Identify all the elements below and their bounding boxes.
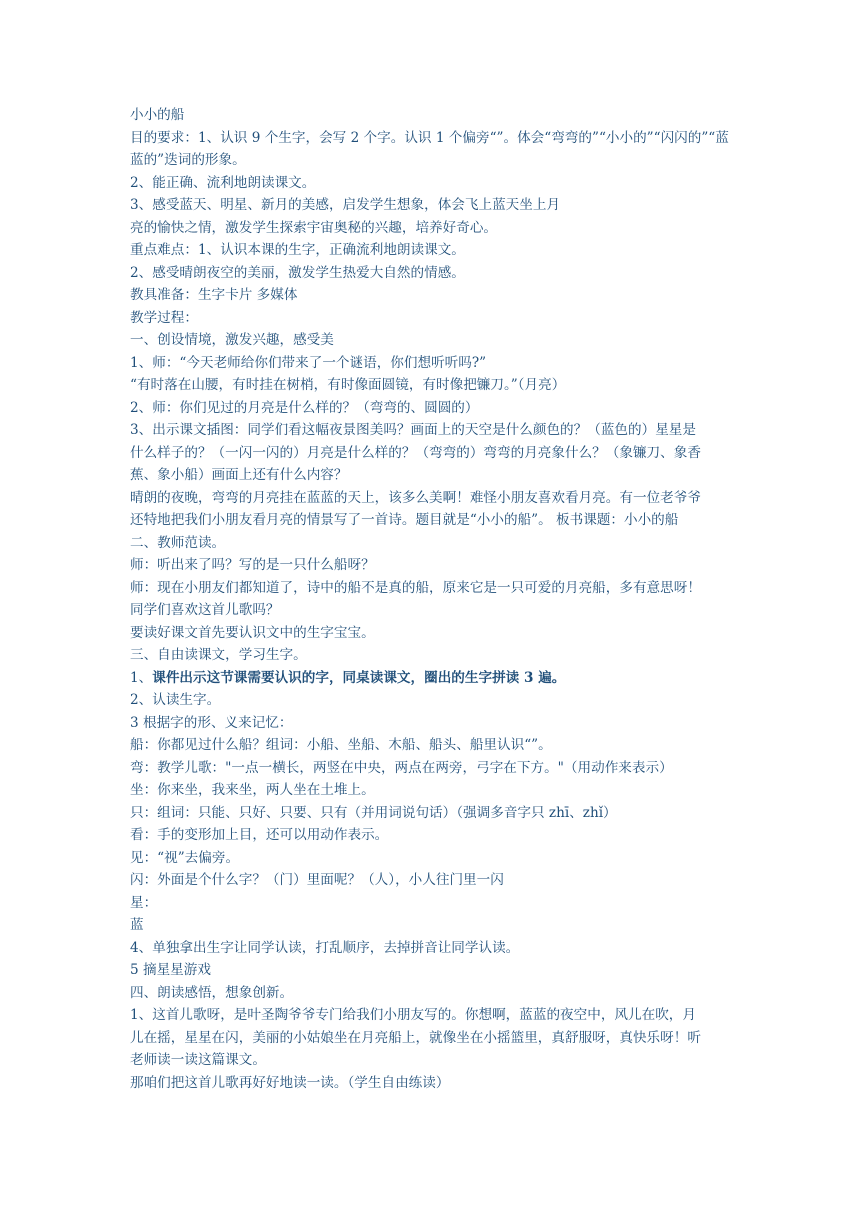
section-heading: 四、朗读感悟，想象创新。 xyxy=(130,984,294,1001)
text-line: 只：组词：只能、只好、只要、只有（并用词说句话）（强调多音字只 zhī、zhǐ） xyxy=(130,804,617,821)
text-line: 1、师：“今天老师给你们带来了一个谜语，你们想听听吗?” xyxy=(130,354,487,371)
text-line: 亮的愉快之情，激发学生探索宇宙奥秘的兴趣，培养好奇心。 xyxy=(130,219,498,236)
lesson-plan-text xyxy=(130,104,732,1094)
courseware-prefix: 1、 xyxy=(130,669,153,686)
text-line: 蕉、象小船）画面上还有什么内容？ xyxy=(130,467,348,483)
text-line: 4、单独拿出生字让同学认读，打乱顺序，去掉拼音让同学认读。 xyxy=(130,939,520,956)
text-line: 3、感受蓝天、明星、新月的美感，启发学生想象，体会飞上蓝天坐上月 xyxy=(130,197,561,213)
text-line: 2、能正确、流利地朗读课文。 xyxy=(130,174,316,191)
text-line: 弯：教学儿歌："一点一横长，两竖在中央，两点在两旁，弓字在下方。"（用动作来表示） xyxy=(130,759,673,776)
text-line: 师：听出来了吗？写的是一只什么船呀？ xyxy=(130,557,375,573)
text-line: 教具准备：生字卡片 多媒体 xyxy=(130,287,298,303)
text-line: “有时落在山腰，有时挂在树梢，有时像面圆镜，有时像把镰刀。”（月亮） xyxy=(130,377,566,393)
section-heading: 二、教师范读。 xyxy=(130,534,226,551)
text-line: 晴朗的夜晚，弯弯的月亮挂在蓝蓝的天上，该多么美啊！难怪小朋友喜欢看月亮。有一位老爷爷 xyxy=(130,489,701,506)
text-line: 教学过程： xyxy=(130,309,198,326)
text-line: 星： xyxy=(130,894,158,911)
text-line: 要读好课文首先要认识文中的生字宝宝。 xyxy=(130,624,375,641)
text-line: 蓝 xyxy=(130,917,144,933)
text-line: 2、认读生字。 xyxy=(130,692,221,708)
text-line: 坐：你来坐，我来坐，两人坐在土堆上。 xyxy=(130,782,375,798)
text-line: 还特地把我们小朋友看月亮的情景写了一首诗。题目就是“小小的船”。 板书课题：小小的船 xyxy=(130,512,679,528)
text-line: 那咱们把这首儿歌再好好地读一读。（学生自由练读） xyxy=(130,1074,450,1091)
text-line: 2、师：你们见过的月亮是什么样的？（弯弯的、圆圆的） xyxy=(130,399,479,416)
document-title: 小小的船 xyxy=(130,107,185,123)
text-line: 同学们喜欢这首儿歌吗？ xyxy=(130,602,280,618)
text-line: 目的要求：1、认识 9 个生字，会写 2 个字。认识 1 个偏旁“”。体会“弯弯的”“小小的”“闪闪的”“蓝 xyxy=(130,129,729,146)
text-line: 船：你都见过什么船？组词：小船、坐船、木船、船头、船里认识“”。 xyxy=(130,737,552,753)
text-line: 5 摘星星游戏 xyxy=(130,962,211,978)
text-line: 看：手的变形加上目，还可以用动作表示。 xyxy=(130,827,389,843)
text-line: 见：“视”去偏旁。 xyxy=(130,849,240,866)
text-line: 师：现在小朋友们都知道了，诗中的船不是真的船，原来它是一只可爱的月亮船，多有意思呀！ xyxy=(130,579,701,596)
courseware-text: 课件出示这节课需要认识的字，同桌读课文，圈出的生字拼读 3 遍。 xyxy=(152,669,566,686)
text-line: 老师读一读这篇课文。 xyxy=(130,1052,266,1068)
text-line: 蓝的”迭词的形象。 xyxy=(130,152,246,168)
text-line: 2、感受晴朗夜空的美丽，激发学生热爱大自然的情感。 xyxy=(130,264,465,281)
text-line: 什么样子的？（一闪一闪的）月亮是什么样的？（弯弯的）弯弯的月亮象什么？（象镰刀、象香 xyxy=(130,444,701,461)
text-line: 3、出示课文插图：同学们看这幅夜景图美吗？画面上的天空是什么颜色的？（蓝色的）星星是 xyxy=(130,422,696,438)
text-line: 1、这首儿歌呀，是叶圣陶爷爷专门给我们小朋友写的。你想啊，蓝蓝的夜空中，风儿在吹，月 xyxy=(130,1007,696,1023)
text-line: 儿在摇，星星在闪，美丽的小姑娘坐在月亮船上，就像坐在小摇篮里，真舒服呀，真快乐呀！听 xyxy=(130,1029,701,1046)
text-line: 3 根据字的形、义来记忆： xyxy=(130,714,293,731)
text-line: 重点难点：1、认识本课的生字，正确流利地朗读课文。 xyxy=(130,242,465,258)
section-heading: 一、创设情境，激发兴趣，感受美 xyxy=(130,332,334,348)
section-heading: 三、自由读课文，学习生字。 xyxy=(130,647,307,663)
text-line: 闪：外面是个什么字？（门）里面呢？（人），小人往门里一闪 xyxy=(130,872,504,888)
courseware-line xyxy=(130,667,732,690)
